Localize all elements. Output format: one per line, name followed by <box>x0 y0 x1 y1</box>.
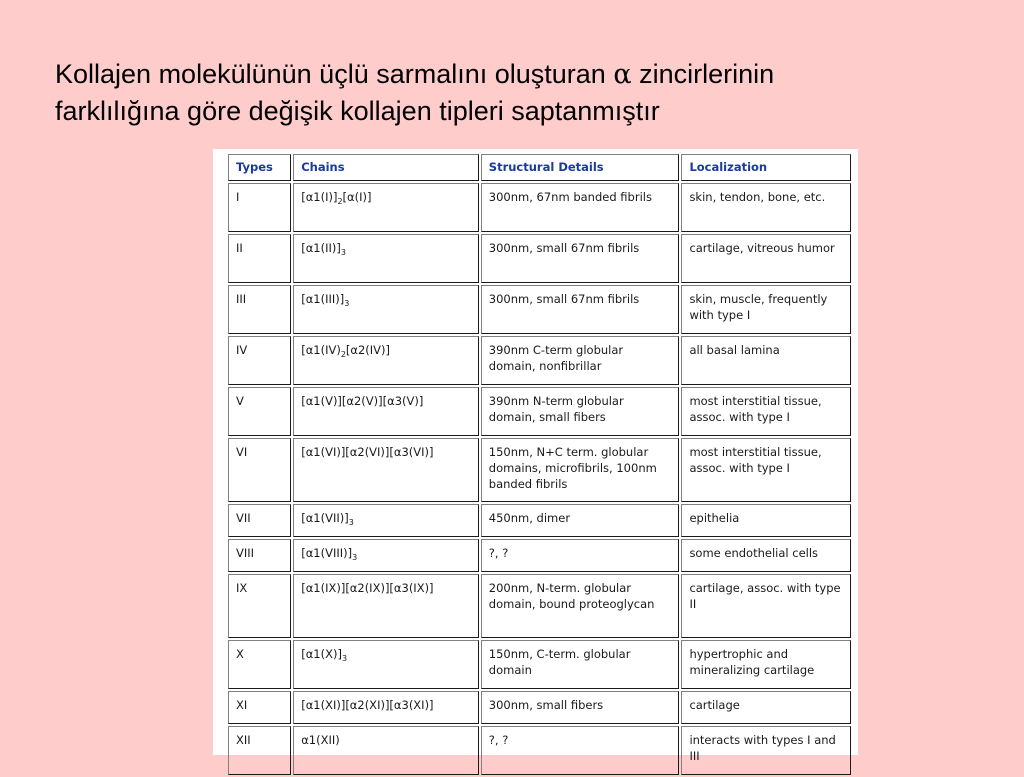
table-row <box>228 640 851 689</box>
cell-localization: epithelia <box>681 504 851 537</box>
cell-localization: skin, tendon, bone, etc. <box>681 183 851 232</box>
table-row <box>228 183 851 232</box>
header-chains: Chains <box>293 154 479 181</box>
cell-structural-details: 390nm C-term globular domain, nonfibrillar <box>481 336 680 385</box>
table-row <box>228 691 851 724</box>
cell-localization: all basal lamina <box>681 336 851 385</box>
collagen-table-panel <box>213 149 858 763</box>
chain-main: [α1(VI)][α2(VI)][α3(VI)] <box>301 445 434 459</box>
cell-structural-details: 300nm, small 67nm fibrils <box>481 285 680 334</box>
cell-localization: cartilage <box>681 691 851 724</box>
cell-structural-details: 450nm, dimer <box>481 504 680 537</box>
cell-structural-details: 300nm, 67nm banded fibrils <box>481 183 680 232</box>
cell-structural-details: 300nm, small 67nm fibrils <box>481 234 680 283</box>
cell-type: VIII <box>228 539 291 572</box>
chain-main: [α1(V)][α2(V)][α3(V)] <box>301 394 424 408</box>
table-header-row <box>228 154 851 181</box>
chain-main: [α1(VIII)] <box>301 546 353 560</box>
cell-type: III <box>228 285 291 334</box>
slide-title <box>55 56 995 129</box>
cell-localization: some endothelial cells <box>681 539 851 572</box>
chain-subscript: 3 <box>348 518 354 527</box>
cell-type: IX <box>228 574 291 638</box>
table-row <box>228 234 851 283</box>
table-row <box>228 285 851 334</box>
table-row <box>228 438 851 502</box>
collagen-types-table <box>226 152 853 777</box>
title-line1-before: Kollajen molekülünün üçlü sarmalını oluşturan <box>55 59 606 89</box>
cell-chain <box>293 438 479 502</box>
cell-chain <box>293 504 479 537</box>
cell-localization: hypertrophic and mineralizing cartilage <box>681 640 851 689</box>
cell-structural-details: 390nm N-term globular domain, small fibers <box>481 387 680 436</box>
cell-type: VI <box>228 438 291 502</box>
chain-main: [α1(III)] <box>301 292 345 306</box>
table-row <box>228 504 851 537</box>
chain-tail: [α(I)] <box>342 190 372 204</box>
cell-chain <box>293 387 479 436</box>
cell-chain <box>293 234 479 283</box>
chain-main: [α1(IV) <box>301 343 341 357</box>
cell-type: XI <box>228 691 291 724</box>
chain-subscript: 2 <box>337 197 343 206</box>
table-row <box>228 574 851 638</box>
cell-structural-details: 150nm, C-term. globular domain <box>481 640 680 689</box>
cell-structural-details: ?, ? <box>481 539 680 572</box>
header-structural-details: Structural Details <box>481 154 680 181</box>
cell-localization: most interstitial tissue, assoc. with type I <box>681 438 851 502</box>
cell-localization: interacts with types I and III <box>681 726 851 775</box>
table-row <box>228 387 851 436</box>
cell-chain <box>293 640 479 689</box>
chain-main: α1(XII) <box>301 733 340 747</box>
chain-main: [α1(X)] <box>301 647 342 661</box>
table-row <box>228 336 851 385</box>
cell-chain <box>293 183 479 232</box>
alpha-symbol: α <box>613 59 632 90</box>
chain-subscript: 2 <box>340 350 346 359</box>
chain-subscript: 3 <box>341 654 348 663</box>
cell-structural-details: 150nm, N+C term. globular domains, microfibrils, 100nm banded fibrils <box>481 438 680 502</box>
chain-subscript: 3 <box>344 299 350 308</box>
cell-type: II <box>228 234 291 283</box>
cell-type: I <box>228 183 291 232</box>
table-body <box>228 183 851 775</box>
cell-chain <box>293 285 479 334</box>
chain-main: [α1(XI)][α2(XI)][α3(XI)] <box>301 698 434 712</box>
cell-localization: skin, muscle, frequently with type I <box>681 285 851 334</box>
cell-structural-details: ?, ? <box>481 726 680 775</box>
cell-type: IV <box>228 336 291 385</box>
cell-type: X <box>228 640 291 689</box>
chain-main: [α1(IX)][α2(IX)][α3(IX)] <box>301 581 434 595</box>
cell-type: XII <box>228 726 291 775</box>
chain-main: [α1(VII)] <box>301 511 349 525</box>
table-row <box>228 539 851 572</box>
header-types: Types <box>228 154 291 181</box>
cell-localization: cartilage, assoc. with type II <box>681 574 851 638</box>
cell-type: VII <box>228 504 291 537</box>
cell-chain <box>293 574 479 638</box>
title-line2: farklılığına göre değişik kollajen tipleri saptanmıştır <box>55 96 660 126</box>
cell-chain <box>293 691 479 724</box>
cell-localization: cartilage, vitreous humor <box>681 234 851 283</box>
cell-chain <box>293 336 479 385</box>
header-localization: Localization <box>681 154 851 181</box>
chain-tail: [α2(IV)] <box>345 343 391 357</box>
chain-main: [α1(II)] <box>301 241 341 255</box>
cell-chain <box>293 539 479 572</box>
title-line1-after: zincirlerinin <box>639 59 775 89</box>
cell-localization: most interstitial tissue, assoc. with type I <box>681 387 851 436</box>
chain-subscript: 3 <box>340 248 346 257</box>
chain-subscript: 3 <box>352 553 358 562</box>
cell-type: V <box>228 387 291 436</box>
cell-structural-details: 300nm, small fibers <box>481 691 680 724</box>
chain-main: [α1(I)] <box>301 190 338 204</box>
cell-structural-details: 200nm, N-term. globular domain, bound proteoglycan <box>481 574 680 638</box>
